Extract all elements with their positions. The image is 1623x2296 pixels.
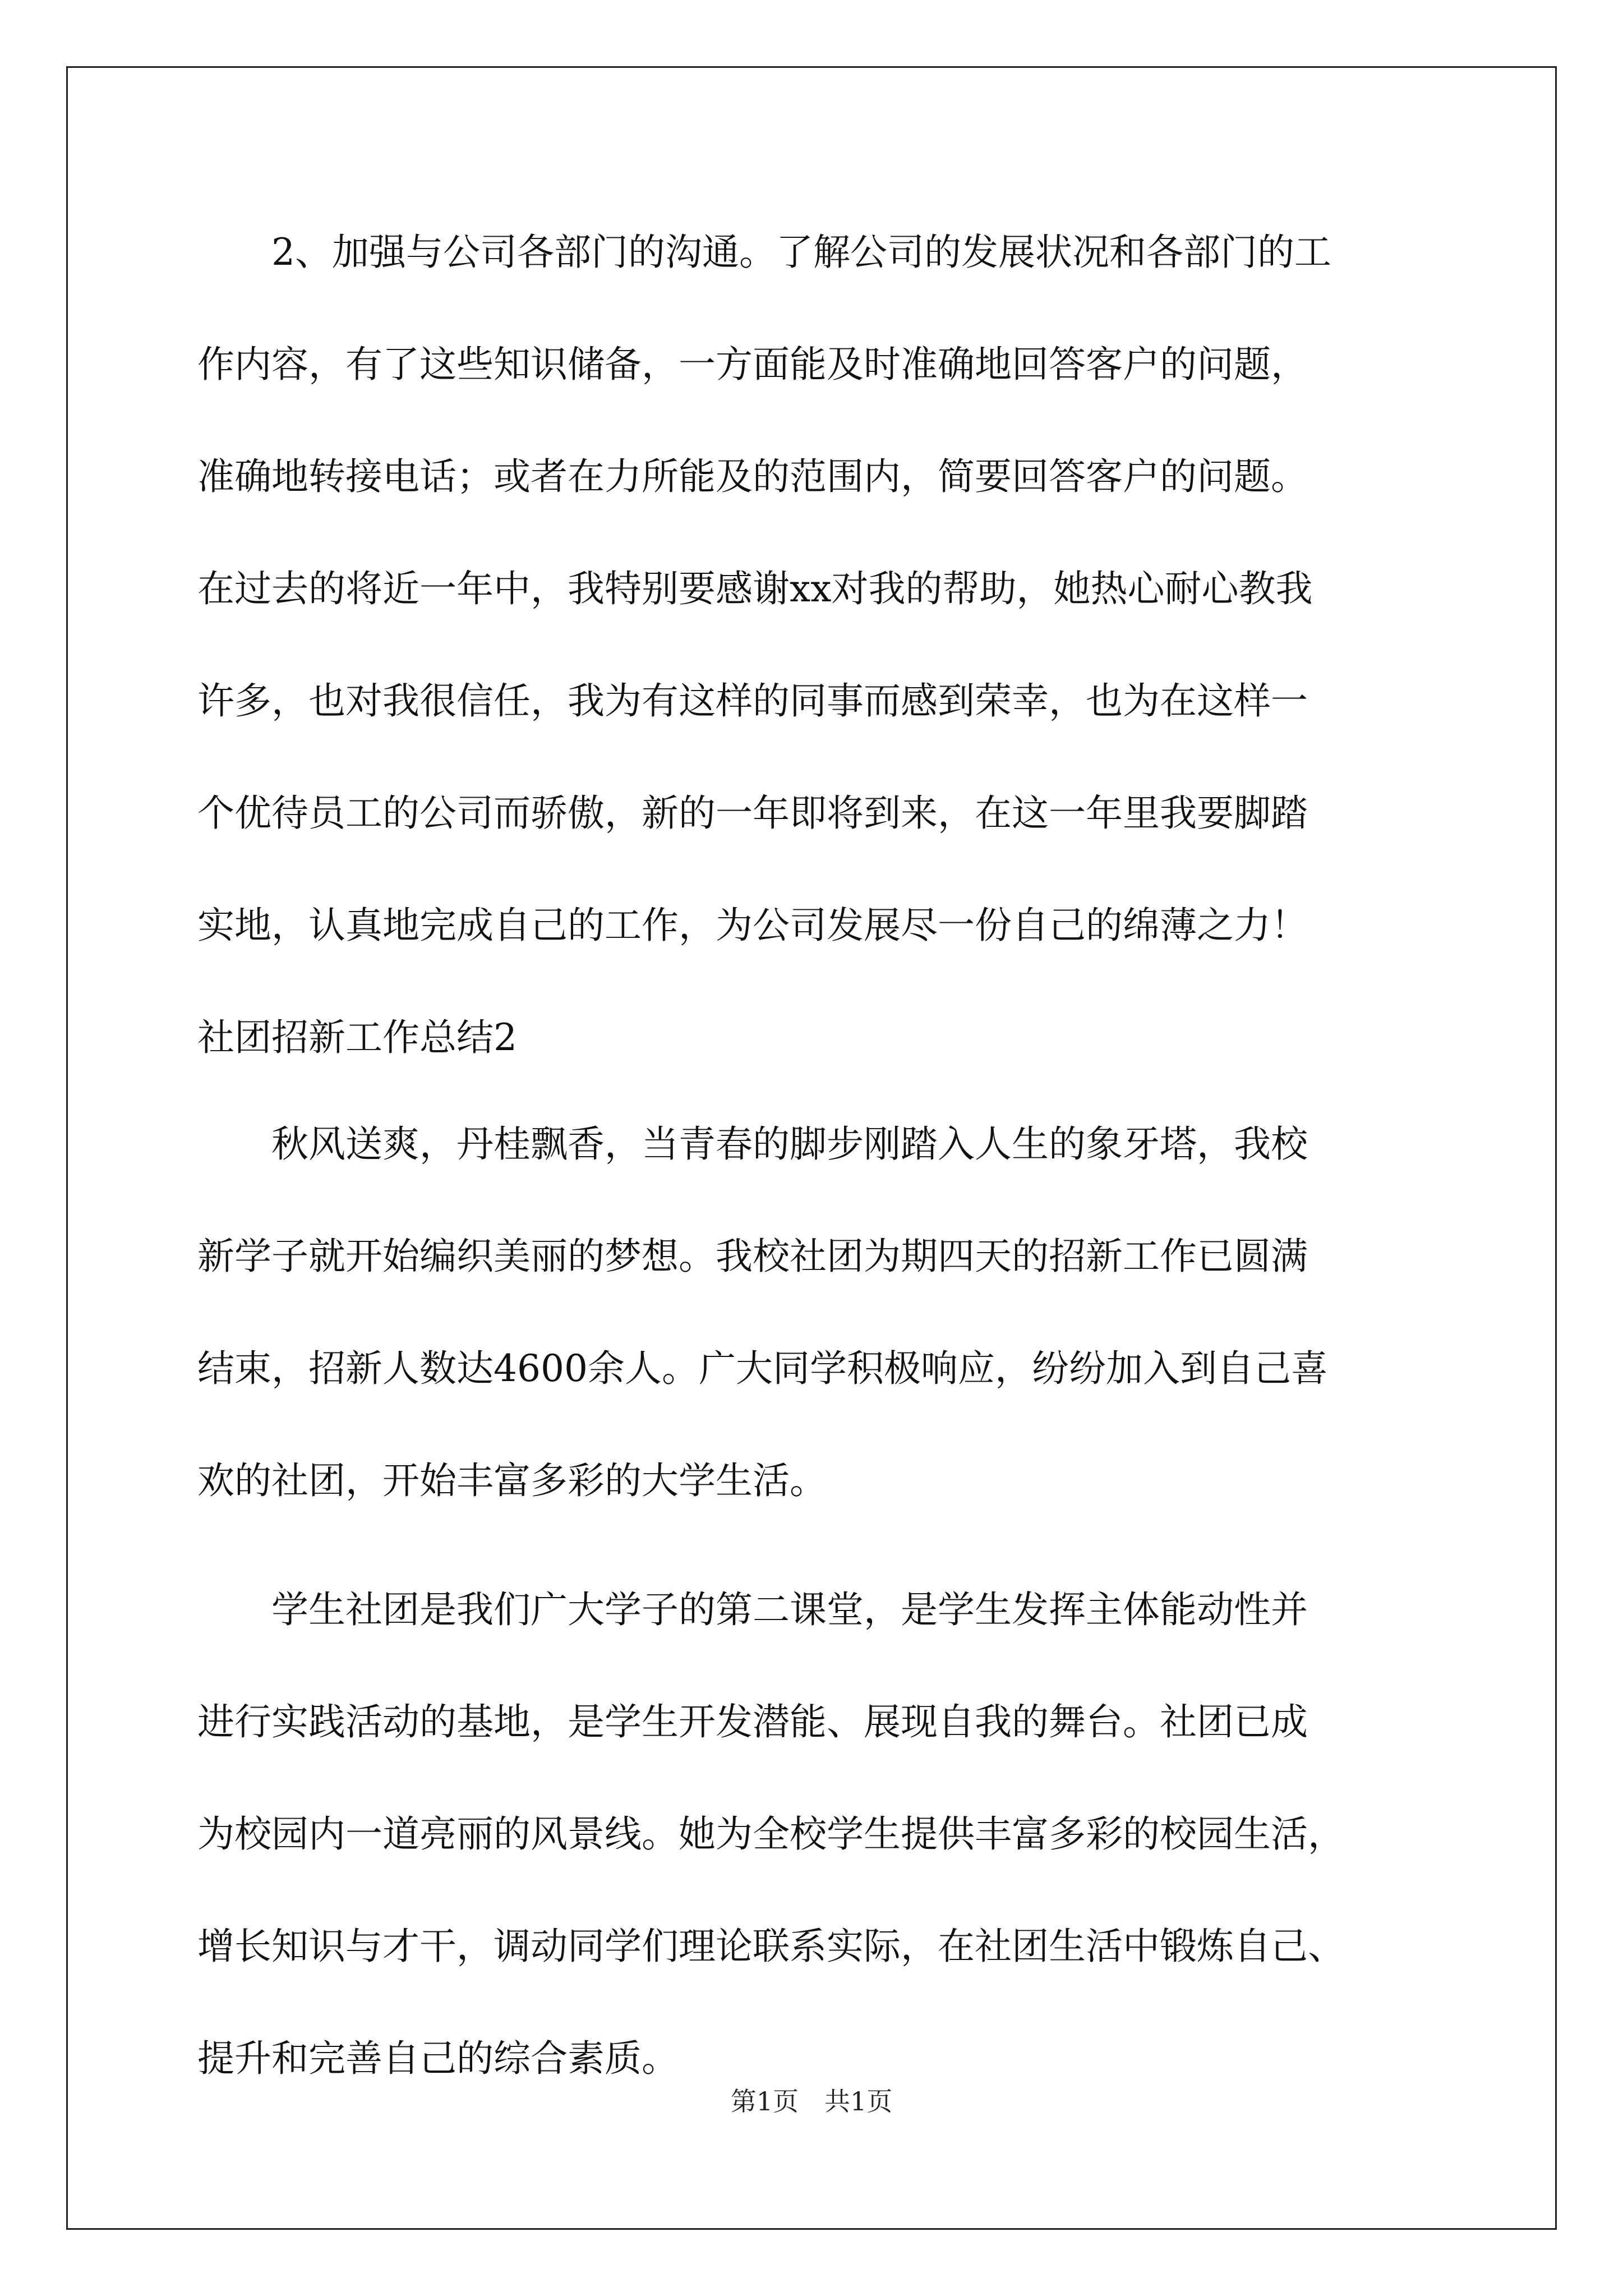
paragraph-3 xyxy=(197,1571,1459,2132)
text-line: 欢的社团，开始丰富多彩的大学生活。 xyxy=(197,1459,827,1502)
text-line: 许多，也对我很信任，我为有这样的同事而感到荣幸，也为在这样一 xyxy=(197,679,1308,723)
text-line: 秋风送爽，丹桂飘香，当青春的脚步刚踏入人生的象牙塔，我校 xyxy=(271,1122,1308,1166)
paragraph-spacer xyxy=(197,1554,1459,1571)
text-line: 2、加强与公司各部门的沟通。了解公司的发展状况和各部门的工 xyxy=(271,231,1331,274)
text-line: 实地，认真地完成自己的工作，为公司发展尽一份自己的绵薄之力！ xyxy=(197,904,1308,947)
text-line: 新学子就开始编织美丽的梦想。我校社团为期四天的招新工作已圆满 xyxy=(197,1235,1308,1278)
text-line: 进行实践活动的基地，是学生开发潜能、展现自我的舞台。社团已成 xyxy=(197,1700,1308,1743)
text-line: 学生社团是我们广大学子的第二课堂，是学生发挥主体能动性并 xyxy=(271,1588,1308,1631)
text-line: 增长知识与才干，调动同学们理论联系实际，在社团生活中锻炼自己、 xyxy=(197,1925,1345,1968)
page-number: 第1页 共1页 xyxy=(730,2086,893,2116)
text-line: 为校园内一道亮丽的风景线。她为全校学生提供丰富多彩的校园生活， xyxy=(197,1812,1345,1856)
text-line: 在过去的将近一年中，我特别要感谢xx对我的帮助，她热心耐心教我 xyxy=(197,567,1313,610)
text-line: 准确地转接电话；或者在力所能及的范围内，简要回答客户的问题。 xyxy=(197,455,1308,498)
document-body xyxy=(197,213,1459,2132)
text-line: 个优待员工的公司而骄傲，新的一年即将到来，在这一年里我要脚踏 xyxy=(197,792,1308,835)
text-line: 作内容，有了这些知识储备，一方面能及时准确地回答客户的问题， xyxy=(197,343,1308,386)
paragraph-1 xyxy=(197,213,1459,999)
text-line: 提升和完善自己的综合素质。 xyxy=(197,2037,679,2080)
section-title: 社团招新工作总结2 xyxy=(197,1016,517,1059)
paragraph-2 xyxy=(197,1105,1459,1554)
text-line: 结束，招新人数达4600余人。广大同学积极响应，纷纷加入到自己喜 xyxy=(197,1347,1328,1390)
